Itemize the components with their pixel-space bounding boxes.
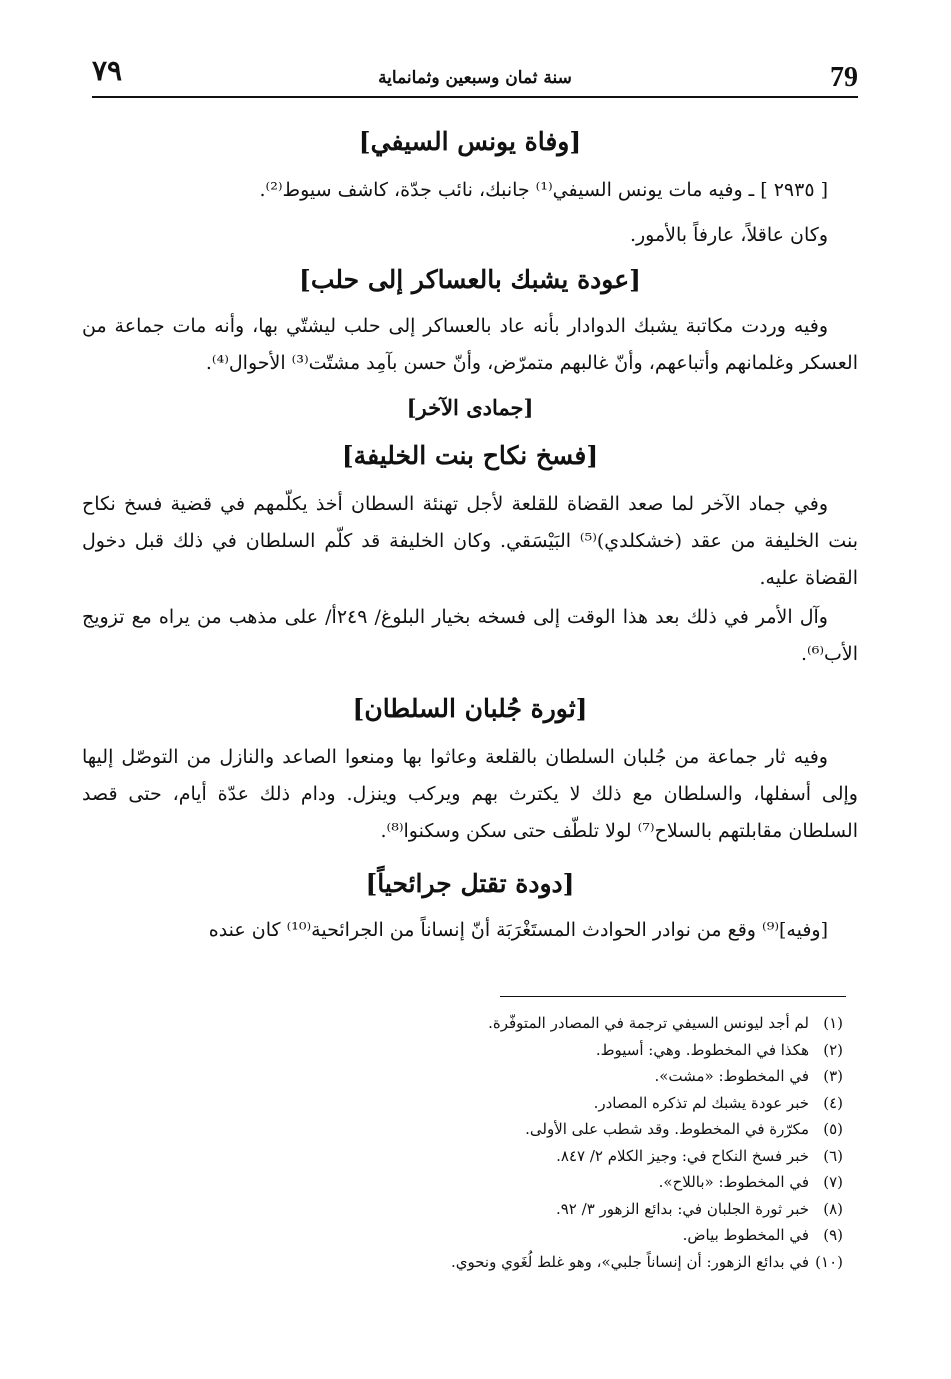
footnote-text: في بدائع الزهور: أن إنساناً جلبي»، وهو غلط لُغَوي ونحوي. [450,1252,809,1271]
footnote-number: (١٠) [815,1252,843,1271]
footnote-text: في المخطوط: «مشت». [654,1067,809,1085]
footnote-number: (٤) [823,1093,843,1112]
month-heading: [جمادى الآخر] [406,395,534,420]
footnote [283,1196,843,1223]
paragraph: وكان عاقلاً، عارفاً بالأمور. [629,224,828,246]
footnote-number: (١) [823,1014,843,1032]
header-rule [92,96,858,98]
page-number-arabic: ٧٩ [92,54,123,87]
footnote [283,1222,843,1249]
main-text [82,108,858,949]
paragraph: وفي جماد الآخر لما صعد القضاة للقلعة لأجل تهنئة السطان أخذ يكلّمهم في قضية فسخ نكاح بنت الخليفة من عقد (خشكلدي)⁽⁵⁾ البَيْسَقي. وكان الخليفة قد كلّم السلطان في ذلك قبل دخول القضاة عليه. [82,493,858,589]
footnote-text: خبر ثورة الجلبان في: بدائع الزهور ٣/ ٩٢. [555,1199,809,1218]
footnote-text: هكذا في المخطوط. وهي: أسيوط. [595,1040,809,1059]
footnote [283,1116,843,1143]
footnote [283,1090,843,1117]
footnote-number: (٢) [823,1040,843,1059]
section-heading: [ثورة جُلبان السلطان] [352,694,588,723]
footnote [283,1063,843,1090]
footnote-text: خبر فسخ النكاح في: وجيز الكلام ٢/ ٨٤٧. [556,1146,809,1165]
paragraph: [ ٢٩٣٥ ] ـ وفيه مات يونس السيفي⁽¹⁾ جانبك، نائب جدّة، كاشف سيوط⁽²⁾. [259,179,828,201]
footnote-number: (٦) [823,1146,843,1165]
page-number-latin: 79 [830,62,858,93]
footnote-text: لم أجد ليونس السيفي ترجمة في المصادر المتوفّرة. [488,1014,809,1032]
section-heading: [وفاة يونس السيفي] [358,127,582,156]
paragraph: وفيه وردت مكاتبة يشبك الدوادار بأنه عاد بالعساكر إلى حلب ليشتّي بها، وأنه مات جماعة من العسكر وغلمانهم وأتباعهم، وأنّ غالبهم متمرّض، وأنّ حسن بآمِد مشتّت⁽³⁾ الأحوال⁽⁴⁾. [82,315,858,374]
paragraph: وآل الأمر في ذلك بعد هذا الوقت إلى فسخه بخيار البلوغ/ ٢٤٩أ/ على مذهب من يراه مع تزويج الأب⁽⁶⁾. [82,606,858,665]
footnote-number: (٥) [823,1120,843,1138]
footnote [283,1037,843,1064]
footnote-number: (٣) [823,1067,843,1085]
section-heading: [دودة تقتل جرائحياً] [365,869,575,898]
footnote-rule [500,996,846,997]
paragraph: [وفيه]⁽⁹⁾ وقع من نوادر الحوادث المستَغْرَبَة أنّ إنساناً من الجرائحية⁽¹⁰⁾ كان عنده [208,919,828,941]
footnote-text: في المخطوط: «باللاح». [658,1173,809,1191]
footnote-number: (٧) [823,1173,843,1191]
page-header [92,52,858,96]
footnote [283,1143,843,1170]
footnote-number: (٩) [823,1226,843,1244]
section-heading: [عودة يشبك بالعساكر إلى حلب] [299,265,641,294]
section-heading: [فسخ نكاح بنت الخليفة] [341,441,599,470]
footnote-text: في المخطوط بياض. [682,1226,809,1244]
running-title: سنة ثمان وسبعين وثمانماية [378,68,572,88]
footnote [283,1169,843,1196]
paragraph: وفيه ثار جماعة من جُلبان السلطان بالقلعة وعاثوا بها ومنعوا الصاعد والنازل من التوصّل إليها وإلى أسفلها، والسلطان مع ذلك لا يكترث بهم ويركب وينزل. ودام ذلك عدّة أيام، حتى قصد السلطان مقابلتهم بالسلاح⁽⁷⁾ لولا تلطّف حتى سكن وسكنوا⁽⁸⁾. [82,746,858,842]
footnote-text: خبر عودة يشبك لم تذكره المصادر. [593,1093,809,1112]
footnotes [283,1010,843,1275]
footnote-number: (٨) [823,1199,843,1218]
footnote [283,1010,843,1037]
footnote [283,1249,843,1276]
footnote-text: مكرّرة في المخطوط. وقد شطب على الأولى. [525,1120,809,1138]
